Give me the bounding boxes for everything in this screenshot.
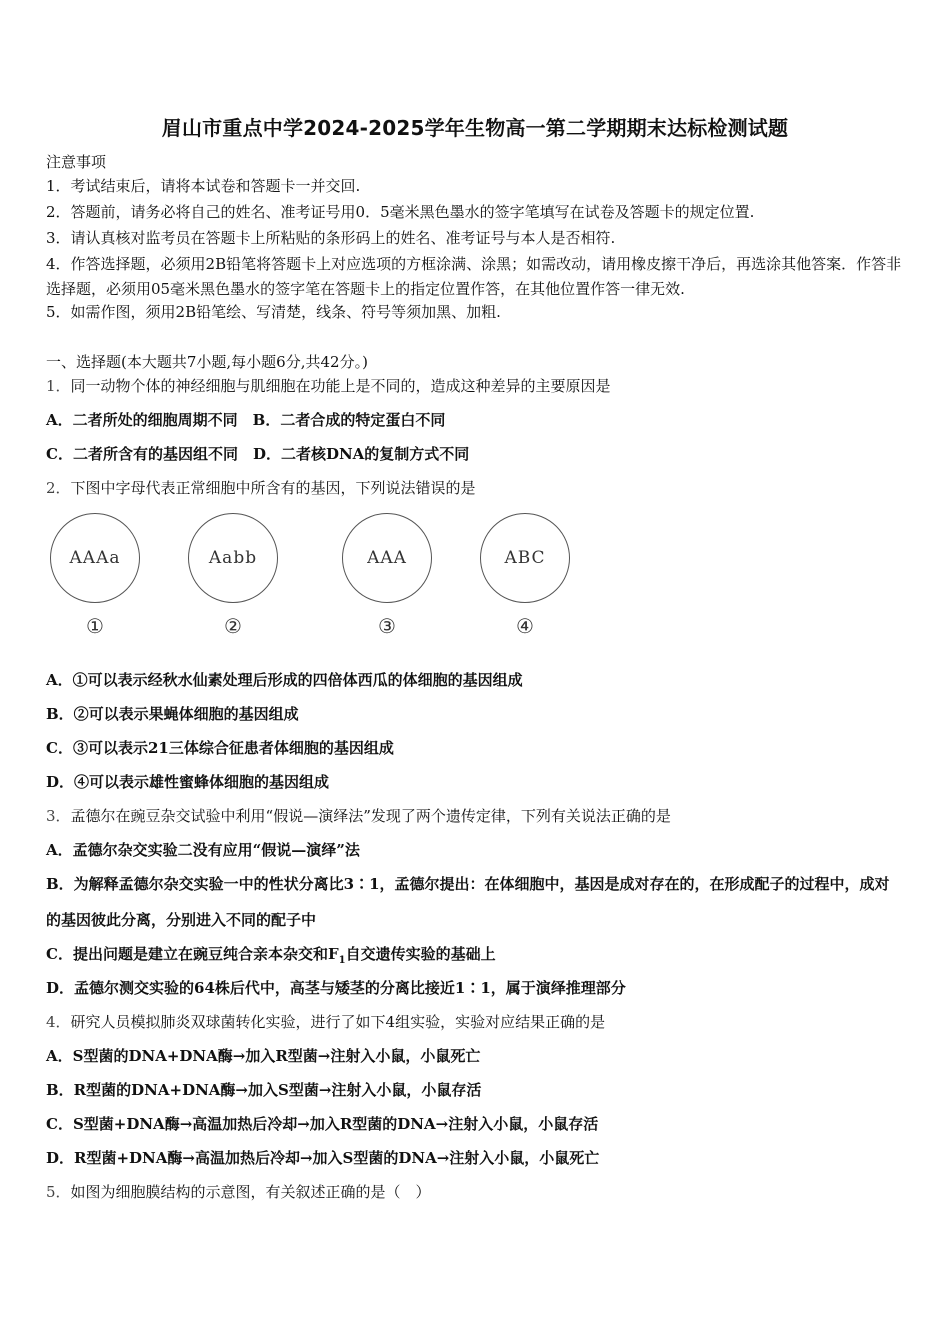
notice-item: 3．请认真核对监考员在答题卡上所粘贴的条形码上的姓名、准考证号与本人是否相符. bbox=[46, 229, 616, 247]
question-3 bbox=[46, 806, 671, 826]
cell-circle-4: ABC bbox=[480, 513, 570, 603]
option-b: B．为解释孟德尔杂交实验一中的性状分离比3∶1，孟德尔提出：在体细胞中，基因是成对存在的，在形成配子的过程中，成对的基因彼此分离，分别进入不同的配子中 bbox=[46, 875, 890, 929]
option-text: 自交遗传实验的基础上 bbox=[345, 945, 496, 963]
question-stem: 下图中字母代表正常细胞中所含有的基因，下列说法错误的是 bbox=[70, 479, 476, 497]
option-c: C．S型菌+DNA酶→高温加热后冷却→加入R型菌的DNA→注射入小鼠，小鼠存活 bbox=[46, 1115, 599, 1133]
notice-item: 2．答题前，请务必将自己的姓名、准考证号用0．5毫米黑色墨水的签字笔填写在试卷及答题卡的规定位置. bbox=[46, 203, 755, 221]
option-c bbox=[46, 944, 496, 971]
option-cd: C．二者所含有的基因组不同 D．二者核DNA的复制方式不同 bbox=[46, 445, 470, 463]
question-number: 3． bbox=[46, 807, 71, 825]
notice-item: 4．作答选择题，必须用2B铅笔将答题卡上对应选项的方框涂满、涂黑；如需改动，请用橡皮擦干净后，再选涂其他答案．作答非选择题，必须用05毫米黑色墨水的签字笔在答题卡上的指定位置作答，在其他位置作答一律无效. bbox=[46, 255, 902, 298]
option-text: C．提出问题是建立在豌豆纯合亲本杂交和F bbox=[46, 945, 339, 963]
option-b: B．R型菌的DNA+DNA酶→加入S型菌→注射入小鼠，小鼠存活 bbox=[46, 1081, 482, 1099]
section-heading: 一、选择题(本大题共7小题,每小题6分,共42分。) bbox=[46, 353, 368, 371]
option-d: D．④可以表示雄性蜜蜂体细胞的基因组成 bbox=[46, 773, 330, 791]
cell-circle-1: AAAa bbox=[50, 513, 140, 603]
question-stem: 如图为细胞膜结构的示意图，有关叙述正确的是（ ） bbox=[70, 1183, 431, 1201]
cell-label-2: ② bbox=[224, 614, 242, 638]
cell-label-3: ③ bbox=[378, 614, 396, 638]
subscript: 1 bbox=[338, 955, 346, 966]
cell-diagram bbox=[46, 510, 606, 650]
question-1 bbox=[46, 376, 611, 396]
question-number: 5． bbox=[46, 1183, 71, 1201]
cell-label-1: ① bbox=[86, 614, 104, 638]
option-d: D．孟德尔测交实验的64株后代中，高茎与矮茎的分离比接近1∶1，属于演绎推理部分 bbox=[46, 979, 626, 997]
option-a: A．S型菌的DNA+DNA酶→加入R型菌→注射入小鼠，小鼠死亡 bbox=[46, 1047, 481, 1065]
question-stem: 同一动物个体的神经细胞与肌细胞在功能上是不同的，造成这种差异的主要原因是 bbox=[70, 377, 611, 395]
notice-heading: 注意事项 bbox=[46, 153, 107, 171]
option-a: A．孟德尔杂交实验二没有应用“假说—演绎”法 bbox=[46, 841, 360, 859]
option-d: D．R型菌+DNA酶→高温加热后冷却→加入S型菌的DNA→注射入小鼠，小鼠死亡 bbox=[46, 1149, 600, 1167]
question-stem: 研究人员模拟肺炎双球菌转化实验，进行了如下4组实验，实验对应结果正确的是 bbox=[70, 1013, 606, 1031]
cell-circle-2: Aabb bbox=[188, 513, 278, 603]
question-number: 2． bbox=[46, 479, 71, 497]
notice-item: 5．如需作图，须用2B铅笔绘、写清楚，线条、符号等须加黑、加粗. bbox=[46, 303, 501, 321]
option-a: A．①可以表示经秋水仙素处理后形成的四倍体西瓜的体细胞的基因组成 bbox=[46, 671, 523, 689]
option-b: B．②可以表示果蝇体细胞的基因组成 bbox=[46, 705, 299, 723]
question-2 bbox=[46, 478, 476, 498]
question-5 bbox=[46, 1182, 431, 1202]
option-ab: A．二者所处的细胞周期不同 B．二者合成的特定蛋白不同 bbox=[46, 411, 446, 429]
cell-circle-3: AAA bbox=[342, 513, 432, 603]
cell-label-4: ④ bbox=[516, 614, 534, 638]
question-number: 1． bbox=[46, 377, 71, 395]
notice-item: 1．考试结束后，请将本试卷和答题卡一并交回. bbox=[46, 177, 361, 195]
question-stem: 孟德尔在豌豆杂交试验中利用“假说—演绎法”发现了两个遗传定律，下列有关说法正确的是 bbox=[70, 807, 671, 825]
option-c: C．③可以表示21三体综合征患者体细胞的基因组成 bbox=[46, 739, 394, 757]
page-title: 眉山市重点中学2024-2025学年生物高一第二学期期末达标检测试题 bbox=[161, 116, 789, 140]
question-4 bbox=[46, 1012, 605, 1032]
question-number: 4． bbox=[46, 1013, 71, 1031]
